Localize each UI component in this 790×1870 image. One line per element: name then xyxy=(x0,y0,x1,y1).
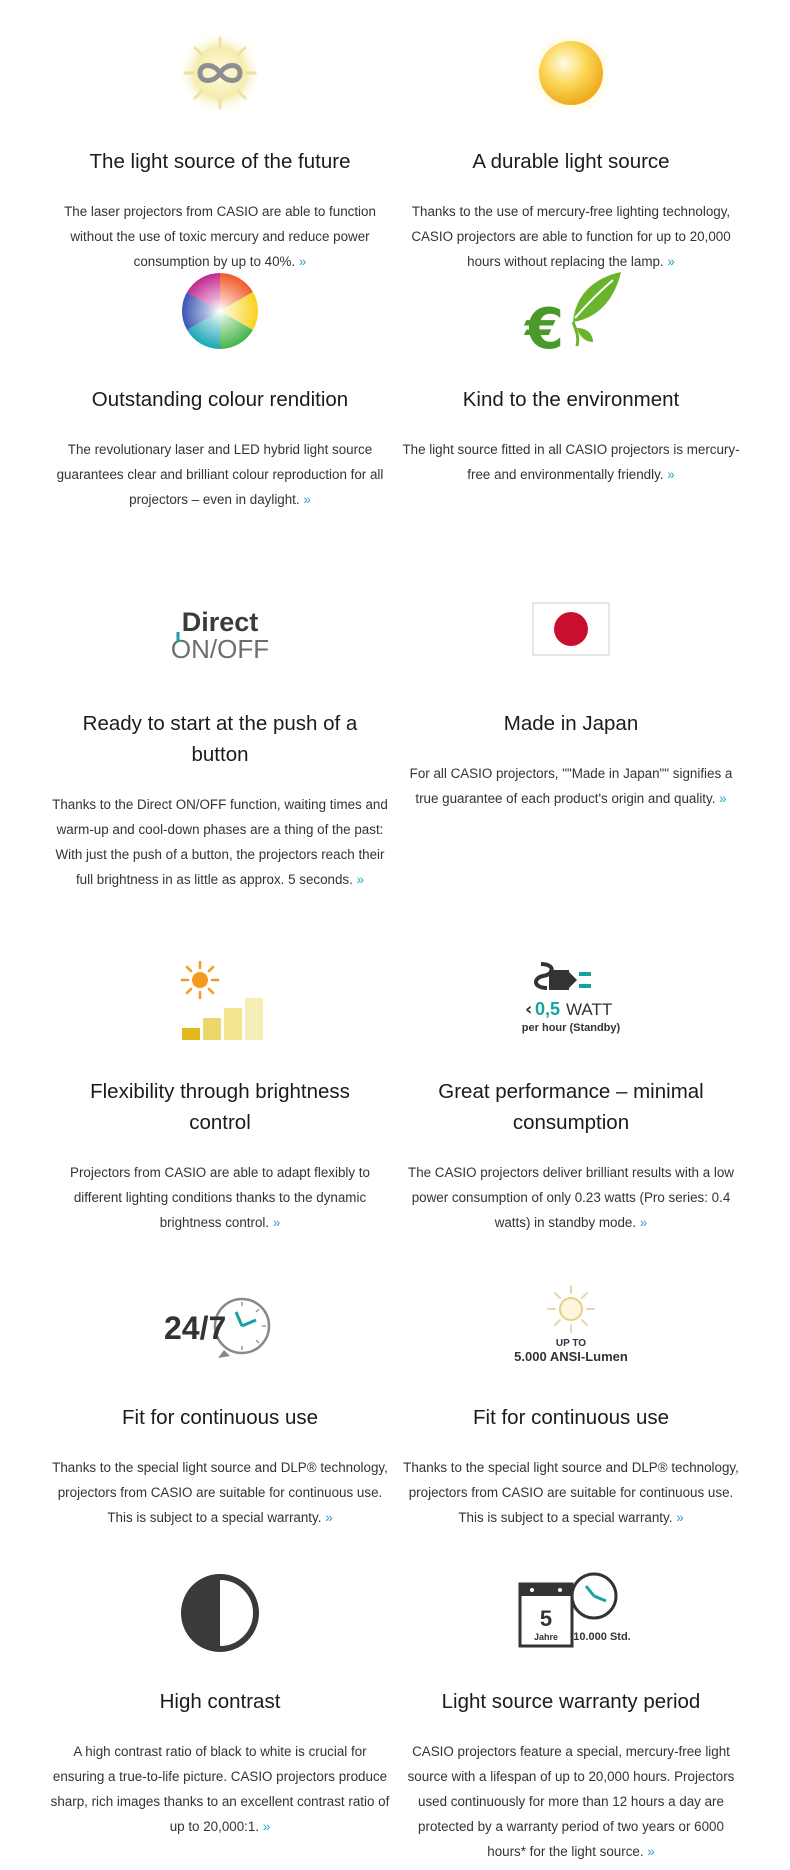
feature-title: Fit for continuous use xyxy=(473,1406,669,1429)
feature-text: CASIO projectors feature a special, mercury-free light source with a lifespan of up to 20,000 hours. Projectors used continuously for more than 12 hours a day are protected by a warranty period of two years or 6000 hours* for the light source. » xyxy=(407,1744,735,1859)
read-more-link[interactable]: » xyxy=(639,1215,648,1230)
feature-card xyxy=(50,28,390,274)
feature-text: The CASIO projectors deliver brilliant results with a low power consumption of only 0.23 watts (Pro series: 0.4 watts) in standby mode. » xyxy=(408,1165,734,1230)
24-7-clock-icon xyxy=(50,1284,390,1374)
feature-text: Thanks to the special light source and DLP® technology, projectors from CASIO are suitable for continuous use. This is subject to a special warranty. » xyxy=(403,1460,739,1525)
power-plug-icon xyxy=(401,958,741,1048)
calendar-clock-icon xyxy=(401,1568,741,1658)
hours-label: 10.000 Std. xyxy=(573,1631,631,1643)
years-number: 5 xyxy=(539,1606,553,1631)
feature-card xyxy=(50,958,390,1235)
read-more-link[interactable]: » xyxy=(262,1819,271,1834)
feature-card xyxy=(50,1284,390,1530)
feature-title: A durable light source xyxy=(472,150,670,173)
feature-title: Ready to start at the push of a button xyxy=(82,712,358,766)
feature-title: High contrast xyxy=(159,1690,281,1713)
colour-wheel-icon xyxy=(50,266,390,356)
feature-title: Great performance – minimal consumption xyxy=(438,1080,704,1134)
feature-title: Flexibility through brightness control xyxy=(90,1080,350,1134)
feature-text: Thanks to the Direct ON/OFF function, waiting times and warm-up and cool-down phases are a thing of the past: With just the push of a button, the projectors reach their full brightness in as little as approx. 5 seconds. » xyxy=(52,797,388,887)
lumen-sun-icon xyxy=(401,1284,741,1374)
feature-text: A high contrast ratio of black to white is crucial for ensuring a true-to-life picture. CASIO projectors produce sharp, rich images thanks to an excellent contrast ratio of up to 20,000:1. » xyxy=(50,1744,390,1834)
lumen-label: 5.000 ANSI-Lumen xyxy=(514,1349,628,1364)
feature-card xyxy=(50,590,390,892)
watt-unit: WATT xyxy=(566,1000,613,1019)
direct-on-off-icon xyxy=(50,590,390,680)
24-7-label: 24/7 xyxy=(164,1310,227,1346)
feature-title: Light source warranty period xyxy=(441,1690,701,1713)
feature-title: The light source of the future xyxy=(89,150,351,173)
feature-card xyxy=(401,28,741,274)
feature-title: Kind to the environment xyxy=(462,388,680,411)
watt-value: 0,5 xyxy=(535,999,561,1019)
read-more-link[interactable]: » xyxy=(272,1215,281,1230)
read-more-link[interactable]: » xyxy=(676,1510,684,1525)
feature-text: The revolutionary laser and LED hybrid light source guarantees clear and brilliant colour reproduction for all projectors – even in daylight. » xyxy=(56,442,384,507)
read-more-link[interactable]: » xyxy=(667,254,675,269)
euro-leaf-icon xyxy=(401,266,741,356)
feature-text: The light source fitted in all CASIO projectors is mercury-free and environmentally friendly. » xyxy=(402,442,740,482)
read-more-link[interactable]: » xyxy=(667,467,675,482)
up-to-label: UP TO xyxy=(555,1338,587,1349)
read-more-link[interactable]: » xyxy=(719,791,727,806)
feature-card xyxy=(401,958,741,1235)
contrast-icon xyxy=(50,1568,390,1658)
feature-text: Projectors from CASIO are able to adapt flexibly to different lighting conditions thanks to the dynamic brightness control. » xyxy=(70,1165,370,1230)
read-more-link[interactable]: » xyxy=(325,1510,333,1525)
feature-card xyxy=(401,1568,741,1864)
glowing-sphere-icon xyxy=(401,28,741,118)
read-more-link[interactable]: » xyxy=(356,872,365,887)
feature-card xyxy=(50,1568,390,1839)
feature-title: Outstanding colour rendition xyxy=(91,388,349,411)
feature-card xyxy=(50,266,390,512)
brightness-bars-icon xyxy=(50,958,390,1048)
read-more-link[interactable]: » xyxy=(303,492,311,507)
standby-label: per hour (Standby) xyxy=(521,1022,621,1034)
years-label: Jahre xyxy=(533,1632,559,1642)
read-more-link[interactable]: » xyxy=(647,1844,655,1859)
infinity-sun-icon xyxy=(50,28,390,118)
feature-title: Fit for continuous use xyxy=(122,1406,318,1429)
svg-text:€: € xyxy=(525,297,564,356)
feature-card xyxy=(401,266,741,487)
feature-text: Thanks to the special light source and DLP® technology, projectors from CASIO are suitable for continuous use. This is subject to a special warranty. » xyxy=(52,1460,388,1525)
feature-text: For all CASIO projectors, ""Made in Japan"" signifies a true guarantee of each product's origin and quality. » xyxy=(409,766,733,806)
feature-text: Thanks to the use of mercury-free lighting technology, CASIO projectors are able to function for up to 20,000 hours without replacing the lamp. » xyxy=(411,204,731,269)
direct-label: Direct xyxy=(181,607,259,637)
feature-card xyxy=(401,1284,741,1530)
japan-flag-icon xyxy=(401,590,741,680)
feature-title: Made in Japan xyxy=(503,712,639,735)
less-than-symbol: ‹ xyxy=(525,999,533,1020)
on-off-label: ON/OFF xyxy=(170,634,270,664)
feature-card xyxy=(401,590,741,811)
read-more-link[interactable]: » xyxy=(298,254,307,269)
feature-text: The laser projectors from CASIO are able to function without the use of toxic mercury and reduce power consumption by up to 40%. » xyxy=(64,204,376,269)
